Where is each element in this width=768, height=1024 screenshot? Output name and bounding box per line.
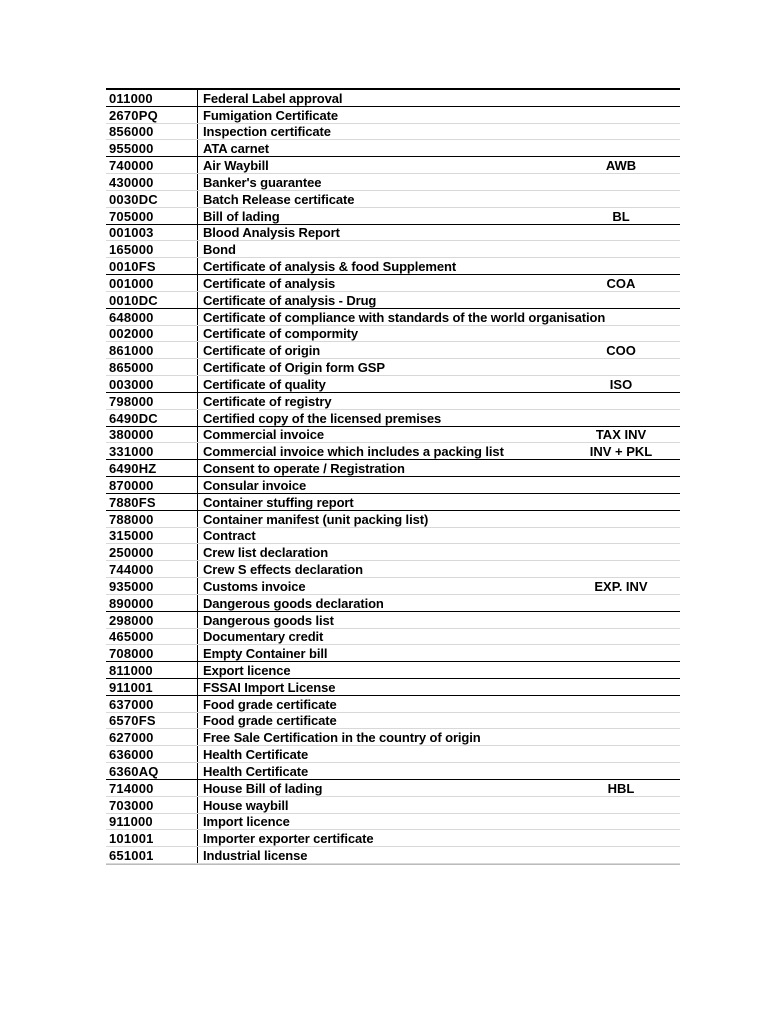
document-code-cell: 703000 bbox=[106, 796, 198, 813]
document-code-cell: 890000 bbox=[106, 594, 198, 611]
document-abbreviation-cell bbox=[562, 376, 680, 393]
document-code-cell: 298000 bbox=[106, 611, 198, 628]
document-abbreviation-cell bbox=[562, 578, 680, 595]
document-description-cell: Customs invoice bbox=[198, 578, 563, 595]
table-row bbox=[106, 510, 680, 527]
table-row bbox=[106, 746, 680, 763]
document-description-cell: Certified copy of the licensed premises bbox=[198, 409, 563, 426]
document-code-cell: 6490HZ bbox=[106, 460, 198, 477]
document-description-cell: Container manifest (unit packing list) bbox=[198, 510, 563, 527]
document-abbreviation-cell bbox=[562, 359, 680, 376]
document-abbreviation-cell bbox=[562, 106, 680, 123]
document-code-cell: 011000 bbox=[106, 90, 198, 106]
document-description-cell: Crew S effects declaration bbox=[198, 561, 563, 578]
document-code-cell: 637000 bbox=[106, 695, 198, 712]
document-description-cell: Food grade certificate bbox=[198, 712, 563, 729]
document-description-cell: Bond bbox=[198, 241, 563, 258]
table-row bbox=[106, 157, 680, 174]
abbreviation-label: COO bbox=[606, 343, 636, 359]
document-code-cell: 165000 bbox=[106, 241, 198, 258]
table-row bbox=[106, 796, 680, 813]
document-abbreviation-cell bbox=[562, 561, 680, 578]
document-code-cell: 465000 bbox=[106, 628, 198, 645]
document-description-cell: Batch Release certificate bbox=[198, 190, 563, 207]
table-row bbox=[106, 763, 680, 780]
document-abbreviation-cell bbox=[562, 275, 680, 292]
abbreviation-label: AWB bbox=[605, 158, 637, 174]
table-row bbox=[106, 106, 680, 123]
document-code-cell: 708000 bbox=[106, 645, 198, 662]
document-abbreviation-cell bbox=[562, 426, 680, 443]
document-abbreviation-cell bbox=[562, 90, 680, 106]
document-code-cell: 798000 bbox=[106, 392, 198, 409]
document-code-cell: 2670PQ bbox=[106, 106, 198, 123]
document-description-cell: Empty Container bill bbox=[198, 645, 563, 662]
table-row bbox=[106, 426, 680, 443]
document-code-cell: 315000 bbox=[106, 527, 198, 544]
document-code-cell: 811000 bbox=[106, 662, 198, 679]
table-row bbox=[106, 662, 680, 679]
table-row bbox=[106, 291, 680, 308]
document-abbreviation-cell bbox=[562, 611, 680, 628]
code-table bbox=[106, 90, 680, 864]
table-row bbox=[106, 325, 680, 342]
table-row bbox=[106, 493, 680, 510]
document-code-cell: 0010DC bbox=[106, 291, 198, 308]
document-code-cell: 380000 bbox=[106, 426, 198, 443]
document-code-cell: 935000 bbox=[106, 578, 198, 595]
document-abbreviation-cell bbox=[562, 678, 680, 695]
document-description-cell: Certificate of analysis & food Supplement bbox=[198, 258, 563, 275]
document-description-cell: Certificate of analysis bbox=[198, 275, 563, 292]
abbreviation-label: TAX INV bbox=[595, 427, 647, 443]
table-row bbox=[106, 207, 680, 224]
document-code-cell: 003000 bbox=[106, 376, 198, 393]
document-code-cell: 6360AQ bbox=[106, 763, 198, 780]
table-row bbox=[106, 123, 680, 140]
abbreviation-label: BL bbox=[612, 208, 630, 224]
document-description-cell: Certificate of origin bbox=[198, 342, 563, 359]
document-code-cell: 0030DC bbox=[106, 190, 198, 207]
document-description-cell: Dangerous goods declaration bbox=[198, 594, 563, 611]
document-abbreviation-cell bbox=[562, 258, 680, 275]
document-description-cell: Consular invoice bbox=[198, 477, 563, 494]
document-code-cell: 627000 bbox=[106, 729, 198, 746]
document-code-cell: 430000 bbox=[106, 174, 198, 191]
document-description-cell: Certificate of registry bbox=[198, 392, 563, 409]
document-code-cell: 101001 bbox=[106, 830, 198, 847]
document-description-cell: Certificate of compliance with standards of the world organisation bbox=[198, 308, 563, 325]
table-row bbox=[106, 477, 680, 494]
document-abbreviation-cell bbox=[562, 796, 680, 813]
document-description-cell: Bill of lading bbox=[198, 207, 563, 224]
table-row bbox=[106, 190, 680, 207]
table-row bbox=[106, 813, 680, 830]
table-body bbox=[106, 90, 680, 864]
table-row bbox=[106, 443, 680, 460]
document-description-cell: Import licence bbox=[198, 813, 563, 830]
document-abbreviation-cell bbox=[562, 527, 680, 544]
abbreviation-label: COA bbox=[606, 275, 636, 291]
table-row bbox=[106, 779, 680, 796]
document-abbreviation-cell bbox=[562, 544, 680, 561]
table-row bbox=[106, 729, 680, 746]
document-abbreviation-cell bbox=[562, 645, 680, 662]
document-code-cell: 705000 bbox=[106, 207, 198, 224]
document-code-cell: 7880FS bbox=[106, 493, 198, 510]
table-row bbox=[106, 376, 680, 393]
table-row bbox=[106, 460, 680, 477]
document-description-cell: Air Waybill bbox=[198, 157, 563, 174]
document-abbreviation-cell bbox=[562, 460, 680, 477]
document-code-cell: 651001 bbox=[106, 847, 198, 864]
document-description-cell: Importer exporter certificate bbox=[198, 830, 563, 847]
document-description-cell: Export licence bbox=[198, 662, 563, 679]
table-row bbox=[106, 847, 680, 864]
table-row bbox=[106, 527, 680, 544]
document-description-cell: Documentary credit bbox=[198, 628, 563, 645]
document-code-cell: 714000 bbox=[106, 779, 198, 796]
document-code-cell: 744000 bbox=[106, 561, 198, 578]
document-code-cell: 955000 bbox=[106, 140, 198, 157]
document-code-cell: 911001 bbox=[106, 678, 198, 695]
document-description-cell: Inspection certificate bbox=[198, 123, 563, 140]
document-description-cell: Crew list declaration bbox=[198, 544, 563, 561]
document-abbreviation-cell bbox=[562, 291, 680, 308]
document-code-cell: 861000 bbox=[106, 342, 198, 359]
document-description-cell: Consent to operate / Registration bbox=[198, 460, 563, 477]
table-row bbox=[106, 258, 680, 275]
document-abbreviation-cell bbox=[562, 409, 680, 426]
document-description-cell: ATA carnet bbox=[198, 140, 563, 157]
document-code-cell: 002000 bbox=[106, 325, 198, 342]
document-description-cell: Fumigation Certificate bbox=[198, 106, 563, 123]
document-description-cell: Free Sale Certification in the country of origin bbox=[198, 729, 563, 746]
table-row bbox=[106, 628, 680, 645]
document-code-cell: 6570FS bbox=[106, 712, 198, 729]
document-code-cell: 636000 bbox=[106, 746, 198, 763]
table-row bbox=[106, 359, 680, 376]
table-row bbox=[106, 544, 680, 561]
document-abbreviation-cell bbox=[562, 763, 680, 780]
table-row bbox=[106, 611, 680, 628]
document-abbreviation-cell bbox=[562, 342, 680, 359]
document-description-cell: Banker's guarantee bbox=[198, 174, 563, 191]
table-row bbox=[106, 830, 680, 847]
document-abbreviation-cell bbox=[562, 174, 680, 191]
document-description-cell: Certificate of analysis - Drug bbox=[198, 291, 563, 308]
document-description-cell: Health Certificate bbox=[198, 746, 563, 763]
document-code-cell: 0010FS bbox=[106, 258, 198, 275]
document-code-cell: 6490DC bbox=[106, 409, 198, 426]
document-code-cell: 648000 bbox=[106, 308, 198, 325]
table-row bbox=[106, 241, 680, 258]
document-description-cell: House Bill of lading bbox=[198, 779, 563, 796]
document-code-table bbox=[106, 88, 680, 865]
document-description-cell: Industrial license bbox=[198, 847, 563, 864]
document-abbreviation-cell bbox=[562, 157, 680, 174]
document-code-cell: 865000 bbox=[106, 359, 198, 376]
table-row bbox=[106, 695, 680, 712]
document-description-cell: Blood Analysis Report bbox=[198, 224, 563, 241]
document-description-cell: Certificate of compormity bbox=[198, 325, 563, 342]
document-abbreviation-cell bbox=[562, 392, 680, 409]
table-row bbox=[106, 678, 680, 695]
document-code-cell: 788000 bbox=[106, 510, 198, 527]
document-description-cell: Certificate of Origin form GSP bbox=[198, 359, 563, 376]
document-description-cell: Health Certificate bbox=[198, 763, 563, 780]
document-description-cell: Contract bbox=[198, 527, 563, 544]
document-description-cell: House waybill bbox=[198, 796, 563, 813]
document-abbreviation-cell bbox=[562, 140, 680, 157]
abbreviation-label: EXP. INV bbox=[594, 578, 648, 594]
document-code-cell: 856000 bbox=[106, 123, 198, 140]
document-abbreviation-cell bbox=[562, 746, 680, 763]
table-row bbox=[106, 224, 680, 241]
document-abbreviation-cell bbox=[562, 712, 680, 729]
document-abbreviation-cell bbox=[562, 493, 680, 510]
document-description-cell: Commercial invoice which includes a packing list bbox=[198, 443, 563, 460]
document-description-cell: Federal Label approval bbox=[198, 90, 563, 106]
table-row bbox=[106, 308, 680, 325]
document-code-cell: 870000 bbox=[106, 477, 198, 494]
document-abbreviation-cell bbox=[562, 594, 680, 611]
document-code-cell: 331000 bbox=[106, 443, 198, 460]
abbreviation-label: ISO bbox=[609, 376, 633, 392]
document-abbreviation-cell bbox=[562, 190, 680, 207]
document-abbreviation-cell bbox=[562, 224, 680, 241]
document-code-cell: 250000 bbox=[106, 544, 198, 561]
document-description-cell: Container stuffing report bbox=[198, 493, 563, 510]
table-row bbox=[106, 342, 680, 359]
document-abbreviation-cell bbox=[562, 123, 680, 140]
document-abbreviation-cell bbox=[562, 729, 680, 746]
table-row bbox=[106, 561, 680, 578]
document-code-cell: 001000 bbox=[106, 275, 198, 292]
document-abbreviation-cell bbox=[562, 325, 680, 342]
document-description-cell: Commercial invoice bbox=[198, 426, 563, 443]
document-abbreviation-cell bbox=[562, 695, 680, 712]
table-row bbox=[106, 392, 680, 409]
abbreviation-label: INV + PKL bbox=[589, 444, 653, 460]
document-abbreviation-cell bbox=[562, 477, 680, 494]
document-abbreviation-cell bbox=[562, 443, 680, 460]
document-abbreviation-cell bbox=[562, 510, 680, 527]
document-abbreviation-cell bbox=[562, 662, 680, 679]
table-row bbox=[106, 578, 680, 595]
document-abbreviation-cell bbox=[562, 847, 680, 864]
document-code-cell: 001003 bbox=[106, 224, 198, 241]
document-abbreviation-cell bbox=[562, 628, 680, 645]
table-row bbox=[106, 712, 680, 729]
table-row bbox=[106, 409, 680, 426]
document-abbreviation-cell bbox=[562, 207, 680, 224]
table-row bbox=[106, 90, 680, 106]
document-abbreviation-cell bbox=[562, 813, 680, 830]
document-code-cell: 740000 bbox=[106, 157, 198, 174]
document-abbreviation-cell bbox=[562, 241, 680, 258]
document-description-cell: Certificate of quality bbox=[198, 376, 563, 393]
table-row bbox=[106, 645, 680, 662]
table-row bbox=[106, 174, 680, 191]
document-description-cell: Dangerous goods list bbox=[198, 611, 563, 628]
abbreviation-label: HBL bbox=[607, 780, 635, 796]
table-row bbox=[106, 275, 680, 292]
table-row bbox=[106, 140, 680, 157]
document-abbreviation-cell bbox=[562, 779, 680, 796]
document-description-cell: FSSAI Import License bbox=[198, 678, 563, 695]
document-abbreviation-cell bbox=[562, 830, 680, 847]
table-row bbox=[106, 594, 680, 611]
document-description-cell: Food grade certificate bbox=[198, 695, 563, 712]
document-code-cell: 911000 bbox=[106, 813, 198, 830]
